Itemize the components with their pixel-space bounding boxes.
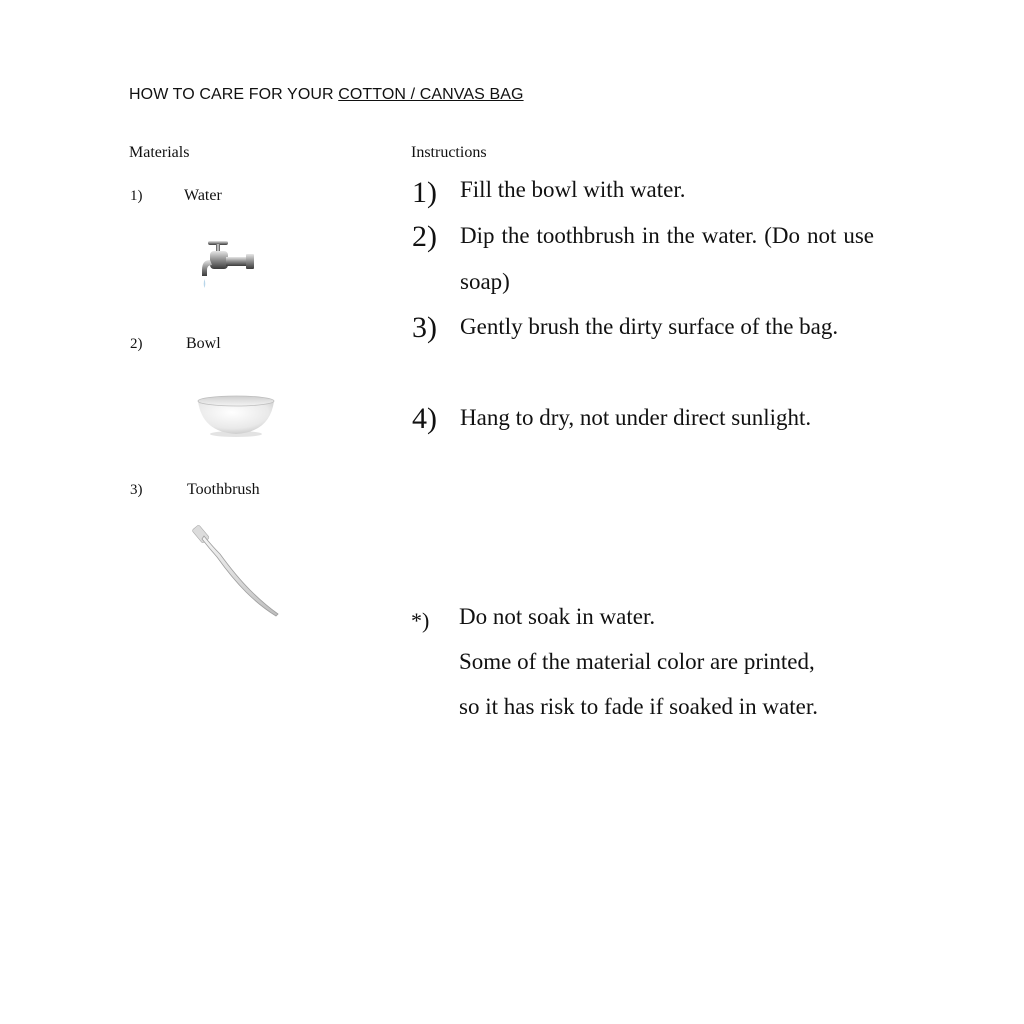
note-line: so it has risk to fade if soaked in water. [459,694,818,719]
faucet-icon [196,238,258,296]
material-number-3: 3) [130,482,143,498]
step-number: 4) [412,402,437,435]
material-number-2: 2) [130,336,143,352]
page-title [129,86,524,104]
title-prefix: HOW TO CARE FOR YOUR [129,86,339,103]
bowl-icon [196,394,276,438]
material-name-bowl: Bowl [186,335,221,352]
step-text: Gently brush the dirty surface of the bag. [460,314,839,339]
title-underlined: COTTON / CANVAS BAG [338,86,524,103]
material-name-toothbrush: Toothbrush [187,481,260,498]
step-number: 3) [412,311,437,344]
note-line: Some of the material color are printed, [459,649,815,674]
materials-heading: Materials [129,144,190,161]
toothbrush-icon [190,524,286,620]
step-text: Dip the toothbrush in the water. (Do not use soap) [460,223,874,294]
instructions-heading: Instructions [411,144,487,161]
material-number-1: 1) [130,188,143,204]
step-number: 1) [412,176,437,209]
note-line: Do not soak in water. [459,604,656,629]
material-name-water: Water [184,187,222,204]
step-text: Hang to dry, not under direct sunlight. [460,405,812,430]
step-text: Fill the bowl with water. [460,177,686,202]
note-mark: *) [411,608,430,633]
step-number: 2) [412,220,437,253]
